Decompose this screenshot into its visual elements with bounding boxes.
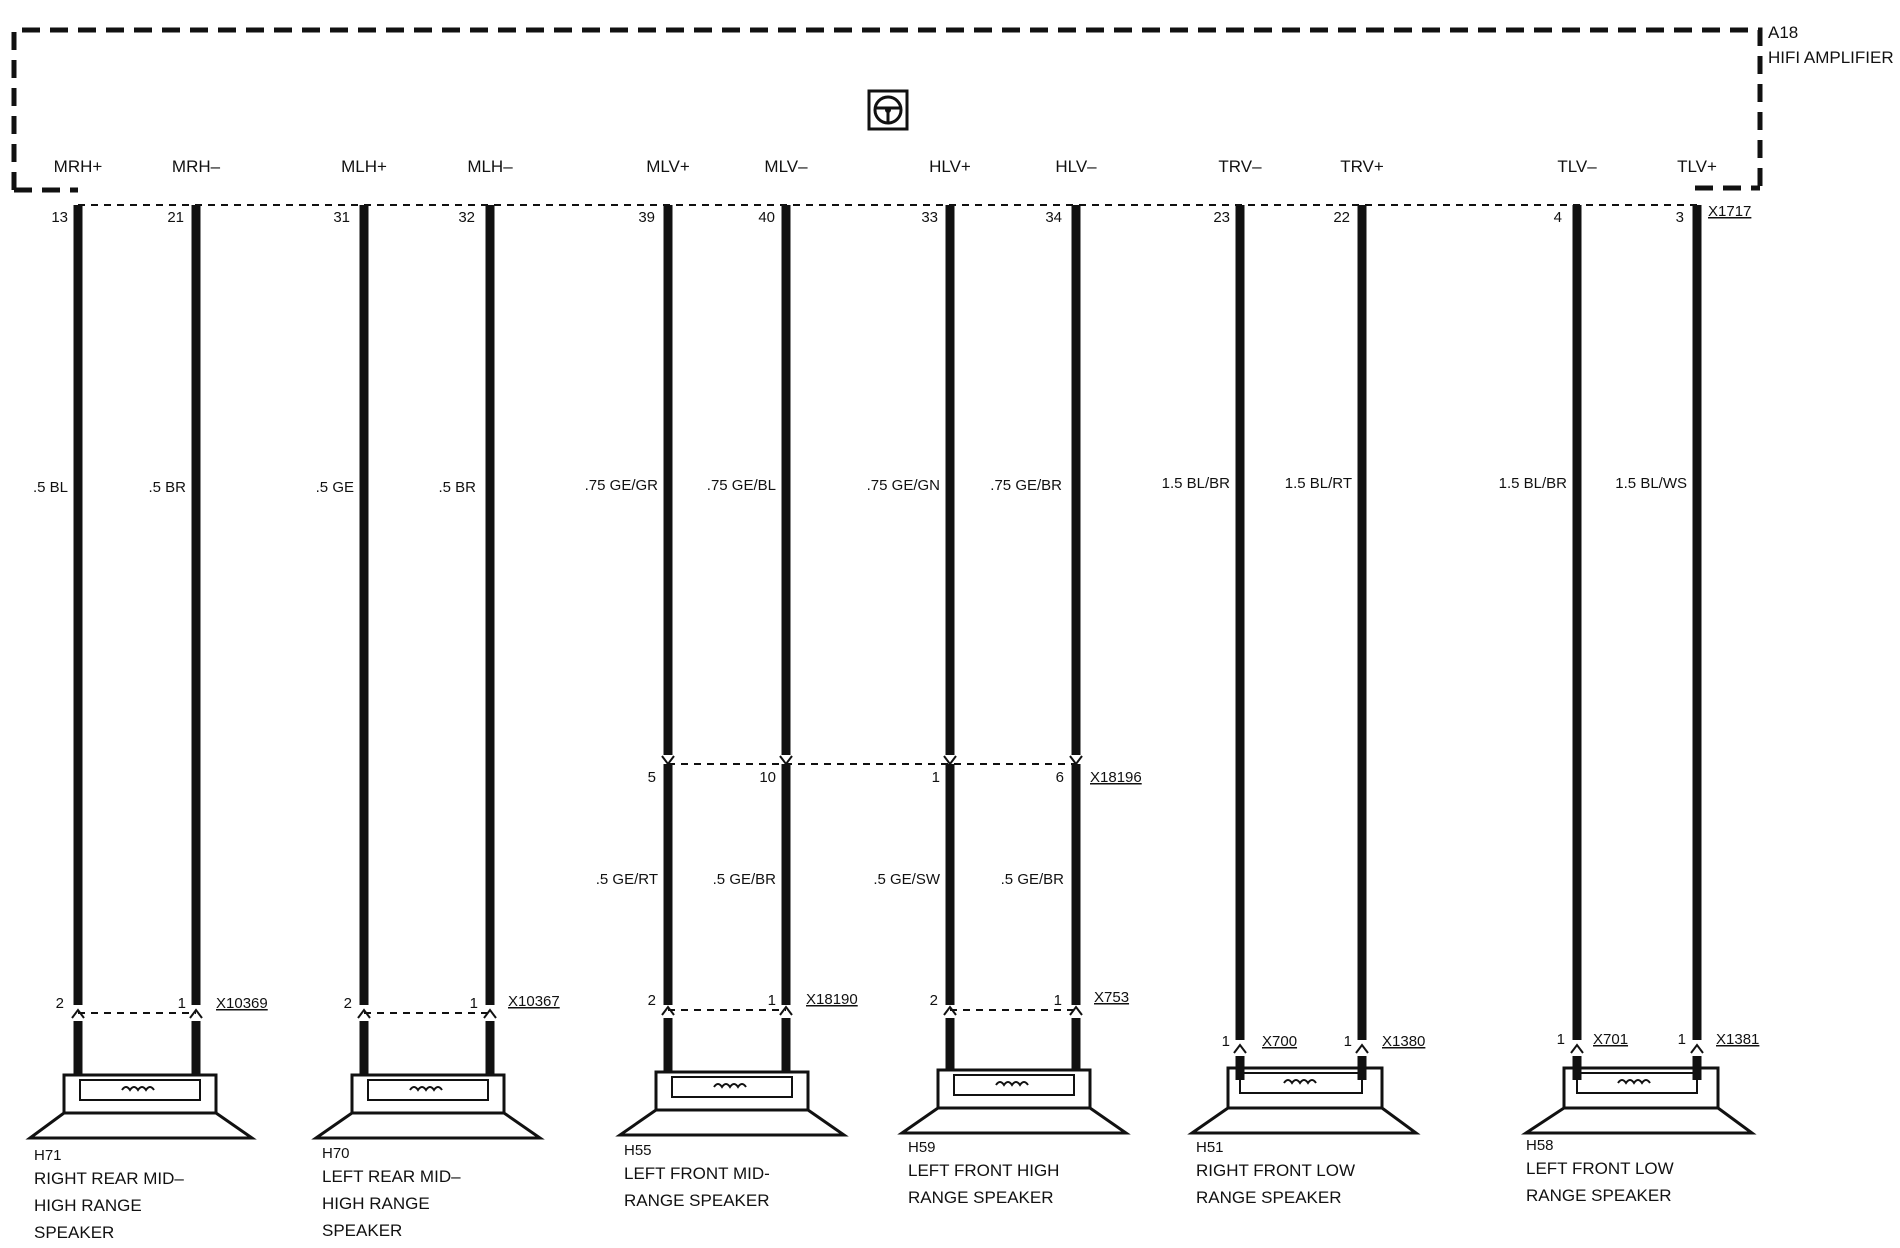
speaker-connector-id: X18190 bbox=[806, 991, 858, 1008]
speaker-id: H58 bbox=[1526, 1137, 1554, 1154]
wire-code: .5 BR bbox=[438, 479, 476, 496]
wire-code: .5 GE/RT bbox=[595, 871, 658, 888]
speaker-name-line: LEFT FRONT LOW bbox=[1526, 1159, 1674, 1178]
wire-code: .5 GE/SW bbox=[873, 871, 940, 888]
pin-number: 5 bbox=[647, 769, 656, 786]
terminal-label: TRV+ bbox=[1340, 157, 1384, 176]
speaker-label-h70 bbox=[322, 1145, 461, 1240]
wire-code: .75 GE/GR bbox=[584, 477, 658, 494]
speaker-name-line: RANGE SPEAKER bbox=[1526, 1186, 1672, 1205]
speaker-id: H59 bbox=[908, 1139, 936, 1156]
amplifier-name: HIFI AMPLIFIER bbox=[1768, 48, 1894, 67]
pin-number: 10 bbox=[759, 769, 776, 786]
steering-wheel-icon bbox=[869, 91, 907, 129]
speaker-name-line: RANGE SPEAKER bbox=[1196, 1188, 1342, 1207]
terminal-label: TLV+ bbox=[1677, 157, 1717, 176]
wire-code: .5 GE/BR bbox=[712, 871, 776, 888]
pin-number: 1 bbox=[1053, 992, 1062, 1009]
terminal-label: HLV– bbox=[1055, 157, 1097, 176]
speaker-connector-id: X10369 bbox=[216, 995, 268, 1012]
wire-code: .5 GE bbox=[315, 479, 354, 496]
speaker-name-line: HIGH RANGE bbox=[34, 1196, 142, 1215]
speaker-symbol-h51 bbox=[1192, 1068, 1416, 1133]
terminal-label: MLH– bbox=[467, 157, 513, 176]
wire-code: .5 GE/BR bbox=[1000, 871, 1064, 888]
speaker-name-line: LEFT REAR MID– bbox=[322, 1167, 461, 1186]
pin-number: 22 bbox=[1333, 209, 1350, 226]
pin-number: 1 bbox=[177, 995, 186, 1012]
wires-upper bbox=[78, 205, 1697, 1040]
pin-number: 1 bbox=[1343, 1033, 1352, 1050]
wire-code: .75 GE/BR bbox=[990, 477, 1062, 494]
pin-number: 2 bbox=[55, 995, 64, 1012]
wire-code: .75 GE/BL bbox=[706, 477, 776, 494]
terminal-label: TLV– bbox=[1557, 157, 1597, 176]
wire-code: 1.5 BL/BR bbox=[1498, 475, 1567, 492]
speaker-symbol-h71 bbox=[30, 1075, 252, 1138]
speaker-id: H55 bbox=[624, 1142, 652, 1159]
speaker-id: H70 bbox=[322, 1145, 350, 1162]
speaker-stubs bbox=[78, 1018, 1697, 1080]
speaker-label-h51 bbox=[1196, 1139, 1355, 1207]
pin-number: 1 bbox=[931, 769, 940, 786]
pin-number: 2 bbox=[647, 992, 656, 1009]
speaker-name-line: LEFT FRONT HIGH bbox=[908, 1161, 1060, 1180]
speaker-connector-id: X753 bbox=[1094, 989, 1130, 1006]
speaker-connector-id: X700 bbox=[1262, 1033, 1298, 1050]
pin-number: 1 bbox=[469, 995, 478, 1012]
speaker-label-h58 bbox=[1526, 1137, 1674, 1205]
pin-number: 1 bbox=[767, 992, 776, 1009]
pin-number: 13 bbox=[51, 209, 68, 226]
speaker-label-h55 bbox=[624, 1142, 770, 1210]
speaker-connector-id: X1381 bbox=[1716, 1031, 1760, 1048]
pin-number: 6 bbox=[1055, 769, 1064, 786]
wire-code: .5 BL bbox=[32, 479, 68, 496]
terminal-label: MRH+ bbox=[53, 157, 103, 176]
speaker-symbol-h59 bbox=[902, 1070, 1126, 1133]
speaker-symbol-h70 bbox=[316, 1075, 540, 1138]
speaker-label-h59 bbox=[908, 1139, 1059, 1207]
wire-code: 1.5 BL/RT bbox=[1284, 475, 1352, 492]
speaker-name-line: HIGH RANGE bbox=[322, 1194, 430, 1213]
terminal-label: MLH+ bbox=[341, 157, 387, 176]
pin-number: 31 bbox=[333, 209, 350, 226]
inline-connector-terminals bbox=[662, 756, 1082, 764]
speaker-label-h71 bbox=[34, 1147, 184, 1242]
wire-code: .5 BR bbox=[148, 479, 186, 496]
pin-number: 2 bbox=[343, 995, 352, 1012]
pin-number: 33 bbox=[921, 209, 938, 226]
terminal-label: MLV+ bbox=[646, 157, 690, 176]
speaker-connector-id: X10367 bbox=[508, 993, 560, 1010]
speaker-symbol-h58 bbox=[1526, 1068, 1752, 1133]
pin-number: 4 bbox=[1553, 209, 1562, 226]
speaker-id: H71 bbox=[34, 1147, 62, 1164]
speaker-name-line: RANGE SPEAKER bbox=[624, 1191, 770, 1210]
pin-number: 34 bbox=[1045, 209, 1062, 226]
speaker-name-line: LEFT FRONT MID- bbox=[624, 1164, 770, 1183]
wire-code: .75 GE/GN bbox=[866, 477, 940, 494]
pin-number: 21 bbox=[167, 209, 184, 226]
pin-number: 32 bbox=[458, 209, 475, 226]
speaker-symbol-h55 bbox=[620, 1072, 844, 1135]
amplifier-id: A18 bbox=[1768, 23, 1799, 42]
terminal-label: MLV– bbox=[764, 157, 808, 176]
speaker-name-line: RANGE SPEAKER bbox=[908, 1188, 1054, 1207]
speaker-id: H51 bbox=[1196, 1139, 1224, 1156]
wire-code: 1.5 BL/WS bbox=[1615, 475, 1687, 492]
pin-number: 39 bbox=[638, 209, 655, 226]
pin-number: 1 bbox=[1221, 1033, 1230, 1050]
speaker-name-line: RIGHT FRONT LOW bbox=[1196, 1161, 1355, 1180]
speaker-name-line: SPEAKER bbox=[34, 1223, 115, 1242]
pin-number: 1 bbox=[1556, 1031, 1565, 1048]
speaker-name-line: RIGHT REAR MID– bbox=[34, 1169, 184, 1188]
inline-connector-id: X18196 bbox=[1090, 769, 1142, 786]
pin-number: 40 bbox=[758, 209, 775, 226]
speaker-connector-id: X1380 bbox=[1382, 1033, 1426, 1050]
pin-number: 2 bbox=[929, 992, 938, 1009]
pin-number: 1 bbox=[1677, 1031, 1686, 1048]
terminal-label: MRH– bbox=[171, 157, 221, 176]
speaker-connector-id: X701 bbox=[1593, 1031, 1629, 1048]
wire-code: 1.5 BL/BR bbox=[1161, 475, 1230, 492]
terminal-label: TRV– bbox=[1218, 157, 1262, 176]
amplifier-connector-id: X1717 bbox=[1708, 203, 1752, 220]
pin-number: 23 bbox=[1213, 209, 1230, 226]
speaker-name-line: SPEAKER bbox=[322, 1221, 403, 1240]
terminal-label: HLV+ bbox=[929, 157, 971, 176]
pin-number: 3 bbox=[1675, 209, 1684, 226]
speaker-connector-terminals bbox=[72, 1007, 1703, 1053]
